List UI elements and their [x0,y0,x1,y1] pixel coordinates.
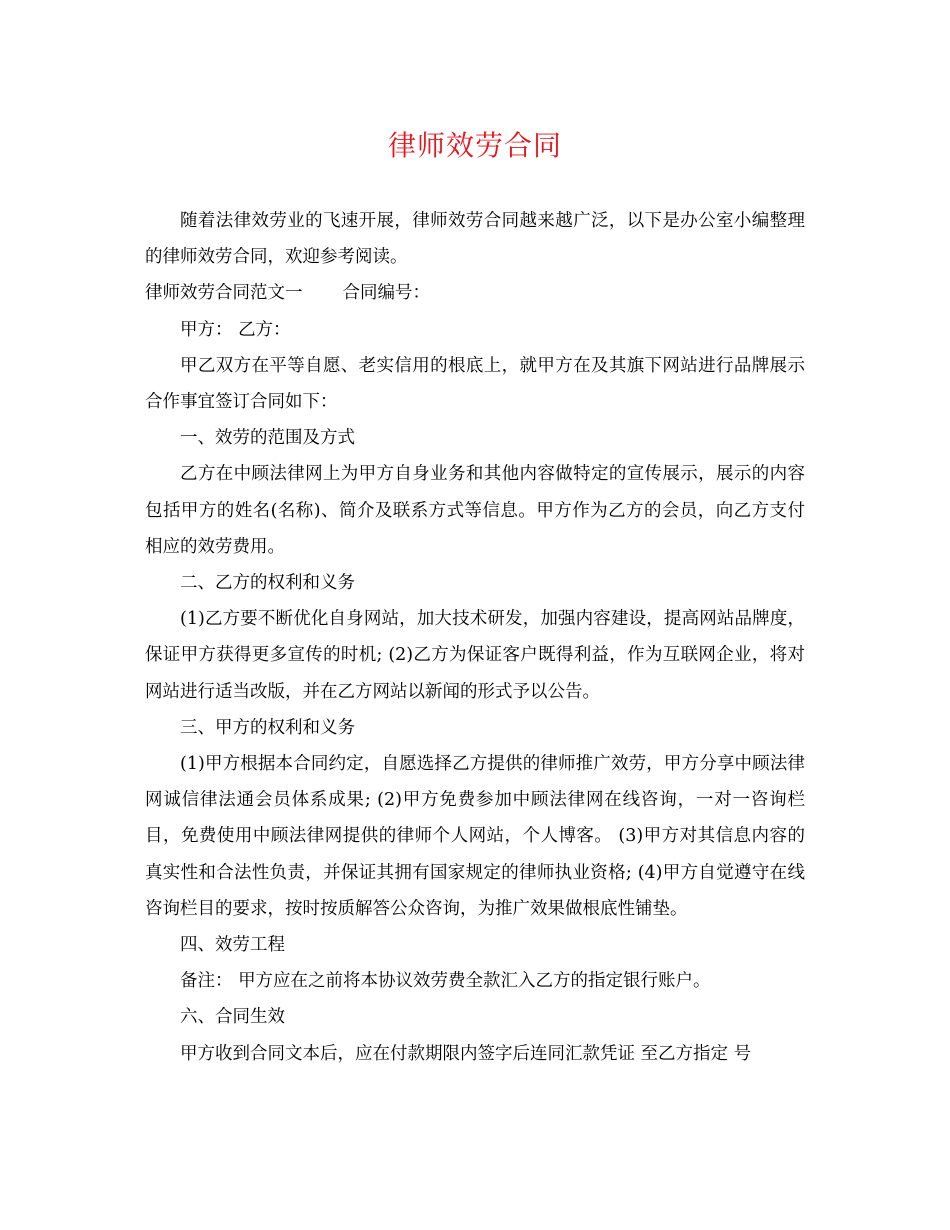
contract-number-label: 合同编号： [342,283,430,304]
document-title: 律师效劳合同 [387,129,562,162]
parties-line: 甲方： 乙方： [180,319,291,340]
section-2-heading: 二、乙方的权利和义务 [180,573,355,594]
document-body [145,203,805,1072]
preamble-paragraph: 甲乙双方在平等自愿、老实信用的根底上，就甲方在及其旗下网站进行品牌展示合作事宜签订合同如下： [145,355,805,413]
section-3-heading: 三、甲方的权利和义务 [180,717,355,738]
section-6-body: 甲方收到合同文本后，应在付款期限内签字后连同汇款凭证 至乙方指定 号 [180,1043,752,1064]
sample-heading-line [145,275,805,311]
remark-paragraph: 备注： 甲方应在之前将本协议效劳费全款汇入乙方的指定银行账户。 [180,971,711,992]
section-3-body: (1)甲方根据本合同约定，自愿选择乙方提供的律师推广效劳，甲方分享中顾法律网诚信律法通会员体系成果; (2)甲方免费参加中顾法律网在线咨询，一对一咨询栏目，免费使用中顾法律网提供的律师个人网站，个人博客。 (3)甲方对其信息内容的真实性和合法性负责，并保证其拥有国家规定的律师执业资格; (4)甲方自觉遵守在线咨询栏目的要求，按时按质解答公众咨询，为推广效果做根底性铺垫。 [145,754,805,919]
section-6-heading: 六、合同生效 [180,1007,285,1028]
section-1-heading: 一、效劳的范围及方式 [180,428,355,449]
section-4-heading: 四、效劳工程 [180,935,285,956]
section-1-body: 乙方在中顾法律网上为甲方自身业务和其他内容做特定的宣传展示，展示的内容包括甲方的姓名(名称)、简介及联系方式等信息。甲方作为乙方的会员，向乙方支付相应的效劳费用。 [145,464,805,557]
intro-paragraph: 随着法律效劳业的飞速开展，律师效劳合同越来越广泛，以下是办公室小编整理的律师效劳合同，欢迎参考阅读。 [145,211,805,268]
section-2-body: (1)乙方要不断优化自身网站，加大技术研发，加强内容建设，提高网站品牌度，保证甲方获得更多宣传的时机; (2)乙方为保证客户既得利益，作为互联网企业，将对网站进行适当改版，并在乙方网站以新闻的形式予以公告。 [145,609,805,702]
sample-heading: 律师效劳合同范文一 [145,283,303,304]
